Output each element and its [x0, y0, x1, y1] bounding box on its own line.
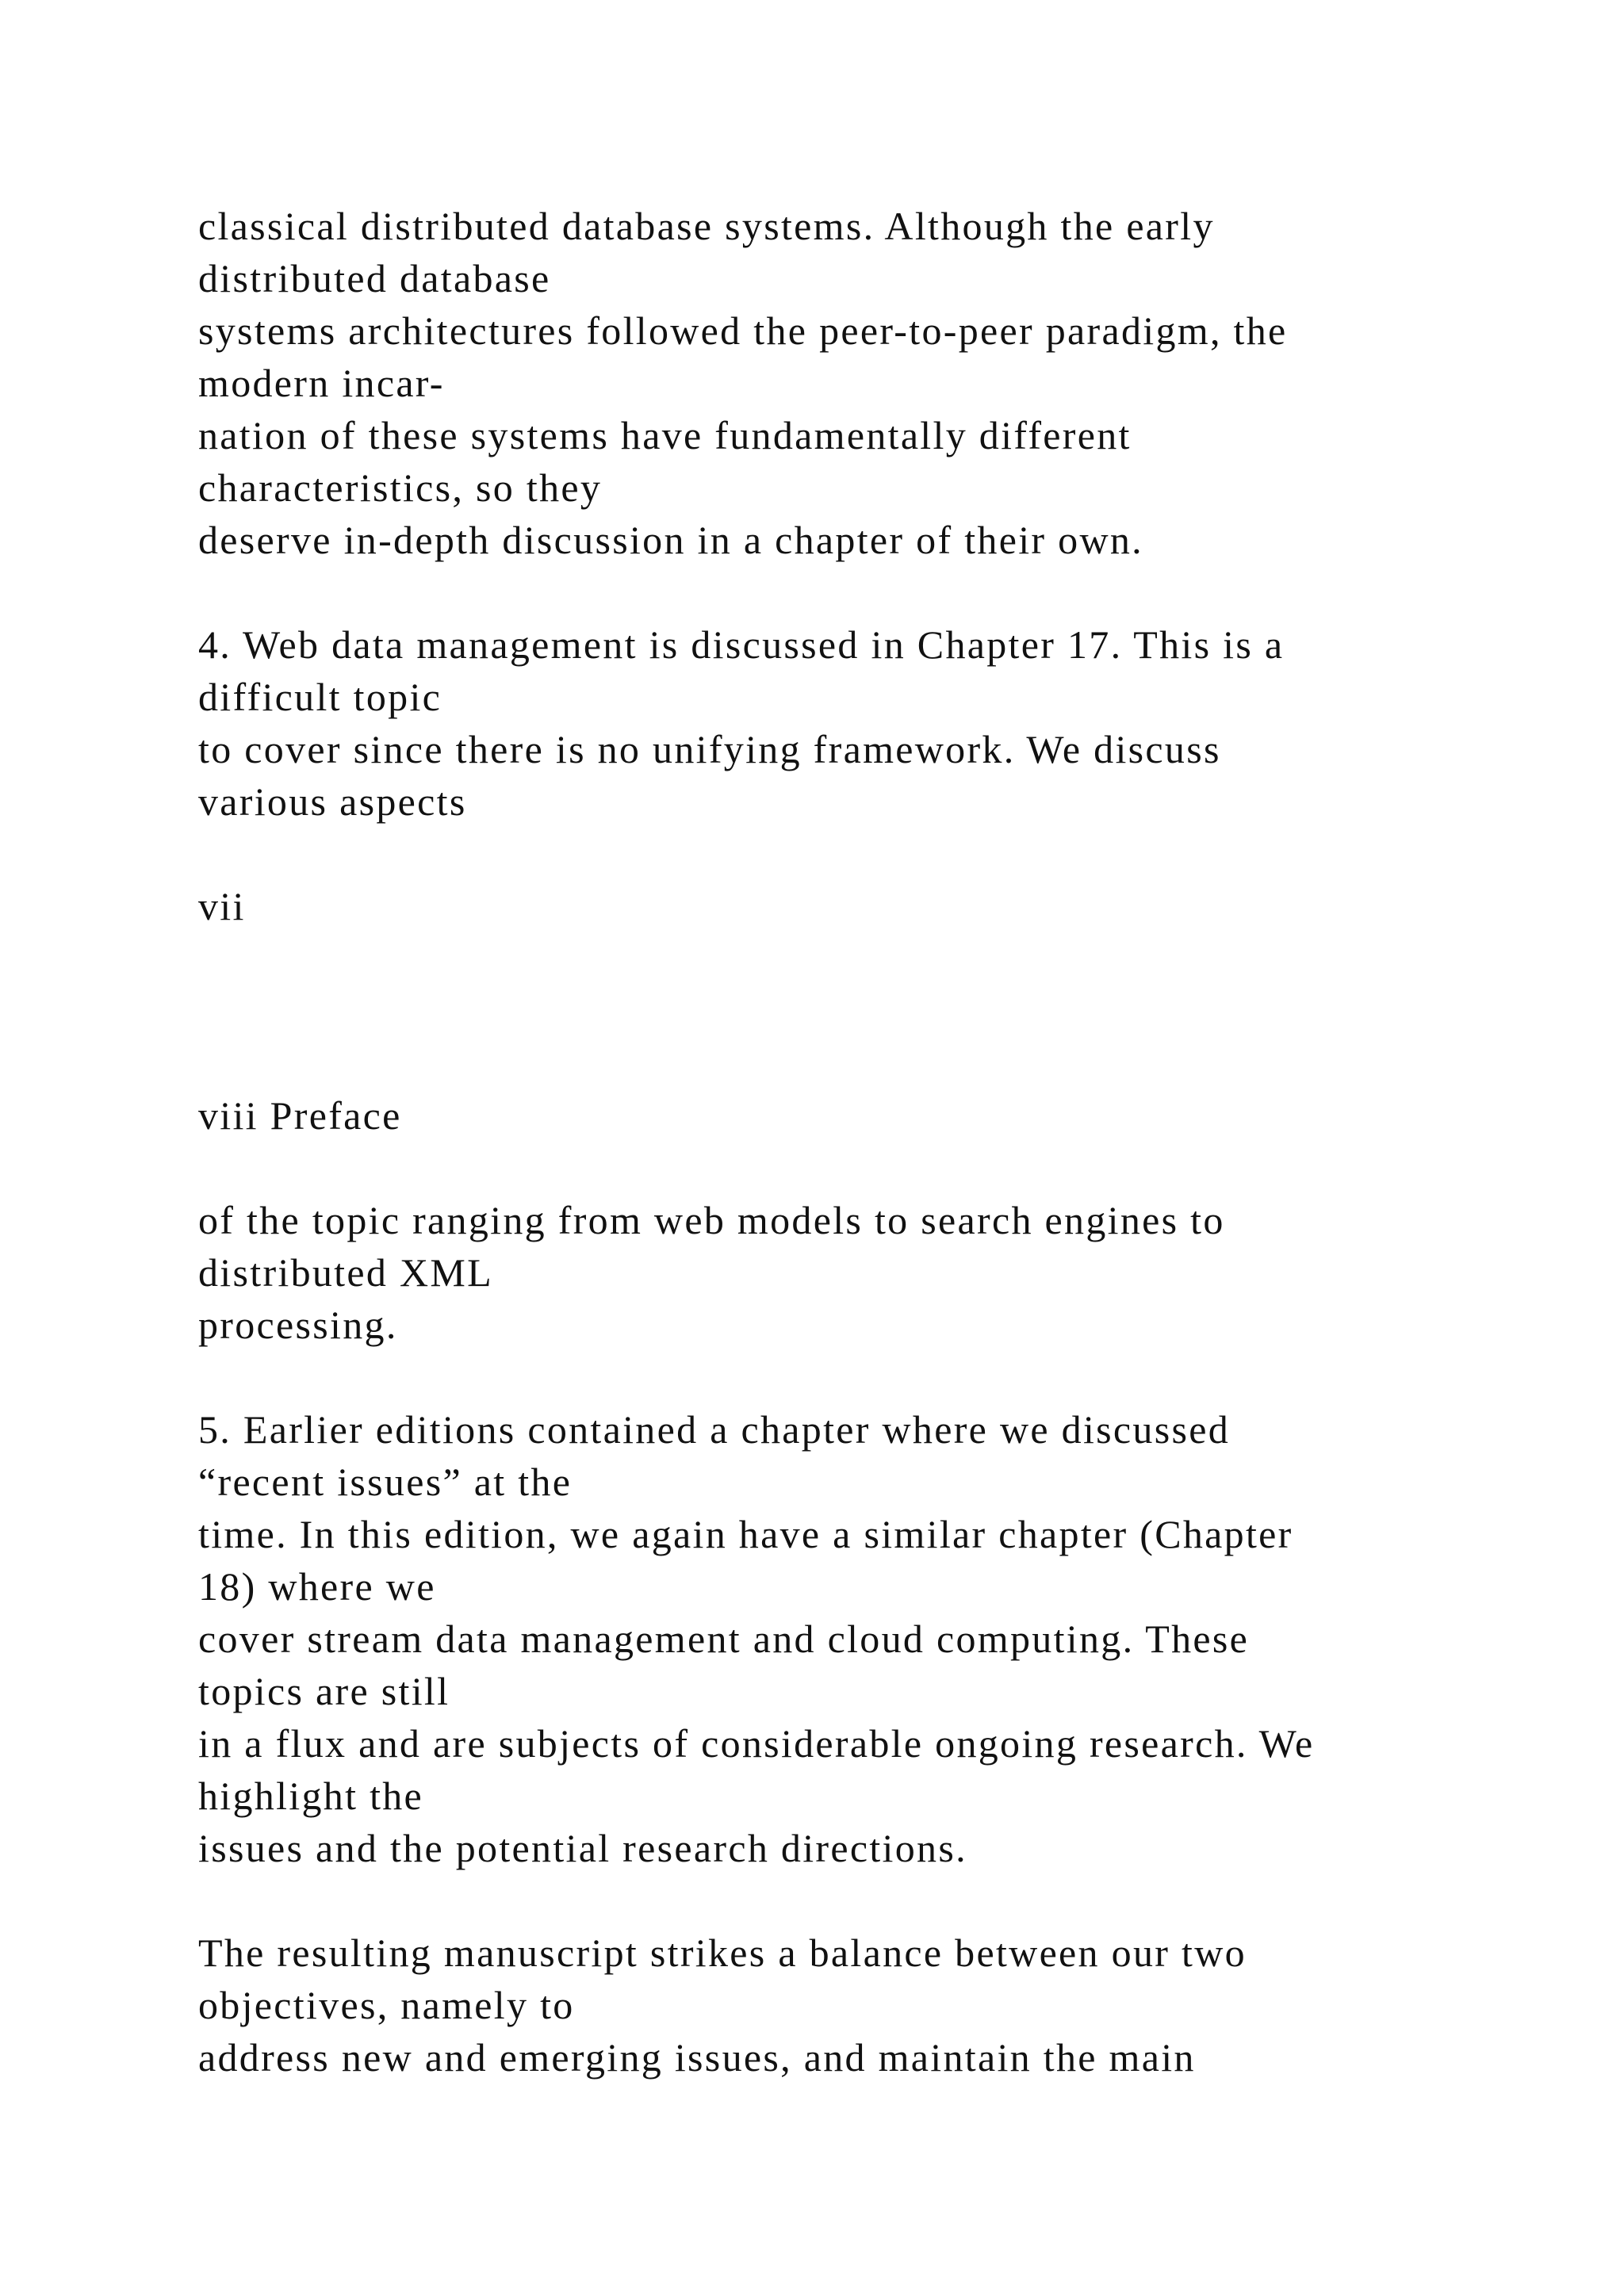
text-line: characteristics, so they [198, 465, 603, 510]
text-line: “recent issues” at the [198, 1460, 573, 1504]
text-line: time. In this edition, we again have a similar chapter (Chapter [198, 1512, 1293, 1556]
text-line: processing. [198, 1303, 398, 1347]
text-line: various aspects [198, 779, 467, 824]
text-line: of the topic ranging from web models to search engines to [198, 1198, 1225, 1242]
text-line: address new and emerging issues, and maintain the main [198, 2035, 1196, 2080]
text-line: The resulting manuscript strikes a balance between our two [198, 1931, 1247, 1975]
text-line: distributed XML [198, 1250, 493, 1295]
text-line: 18) where we [198, 1564, 436, 1609]
text-line: 5. Earlier editions contained a chapter where we discussed [198, 1407, 1231, 1452]
text-line: topics are still [198, 1669, 450, 1713]
text-line: classical distributed database systems. Although the early [198, 204, 1215, 248]
text-line: distributed database [198, 256, 551, 300]
text-line: cover stream data management and cloud computing. These [198, 1617, 1250, 1661]
running-header: viii Preface [198, 1093, 402, 1138]
text-line: highlight the [198, 1774, 424, 1818]
text-line: to cover since there is no unifying framework. We discuss [198, 727, 1221, 771]
text-line: in a flux and are subjects of considerable ongoing research. We [198, 1721, 1315, 1766]
text-line: deserve in-depth discussion in a chapter of their own. [198, 518, 1143, 562]
text-line: difficult topic [198, 675, 442, 719]
text-line: issues and the potential research directions. [198, 1826, 967, 1870]
text-line: objectives, namely to [198, 1983, 575, 2027]
text-line: nation of these systems have fundamentally different [198, 413, 1132, 457]
page-number: vii [198, 884, 246, 928]
text-line: modern incar- [198, 361, 445, 405]
text-line: 4. Web data management is discussed in Chapter 17. This is a [198, 622, 1285, 667]
text-line: systems architectures followed the peer-to-peer paradigm, the [198, 308, 1288, 353]
